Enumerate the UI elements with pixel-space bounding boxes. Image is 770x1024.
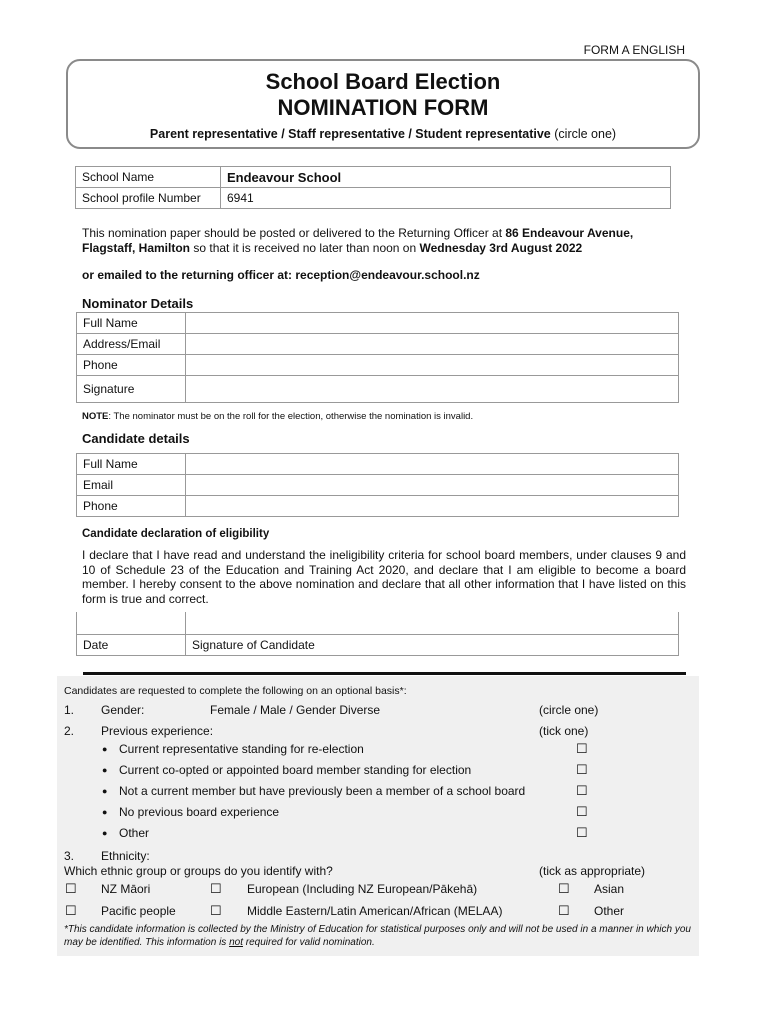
experience-checkbox-icon[interactable]: ☐ xyxy=(576,762,588,777)
q2-hint: (tick one) xyxy=(539,724,589,738)
note-text: : The nominator must be on the roll for the election, otherwise the nomination is invalid. xyxy=(108,411,474,422)
school-profile-value[interactable]: 6941 xyxy=(221,188,671,209)
title-line1: School Board Election xyxy=(265,69,501,94)
experience-item: Current co-opted or appointed board member standing for election xyxy=(119,763,472,777)
nominator-note xyxy=(82,411,473,422)
candidate-signature-input[interactable] xyxy=(186,612,679,635)
q1-number: 1. xyxy=(64,703,75,717)
school-profile-label: School profile Number xyxy=(76,188,221,209)
q1-label: Gender: xyxy=(101,703,145,717)
candidate-email-input[interactable] xyxy=(186,475,679,496)
nominator-phone-input[interactable] xyxy=(186,355,679,376)
date-label: Date xyxy=(77,635,186,656)
instructions-part1: This nomination paper should be posted or delivered to the Returning Officer at xyxy=(82,226,506,240)
ethnicity-option: NZ Māori xyxy=(101,882,151,896)
note-label: NOTE xyxy=(82,411,109,422)
ethnicity-checkbox-icon[interactable]: ☐ xyxy=(210,881,222,896)
school-table xyxy=(75,166,671,209)
q3-hint: (tick as appropriate) xyxy=(539,864,646,878)
q2-label: Previous experience: xyxy=(101,724,214,738)
ethnicity-option: Asian xyxy=(594,882,625,896)
school-name-value[interactable]: Endeavour School xyxy=(221,167,671,188)
nominator-table xyxy=(76,312,679,403)
bullet-icon: ● xyxy=(102,786,108,796)
instructions-deadline: Wednesday 3rd August 2022 xyxy=(419,241,583,255)
nominator-signature-label: Signature xyxy=(77,376,186,403)
declaration-table xyxy=(76,612,679,656)
declaration-heading: Candidate declaration of eligibility xyxy=(82,528,270,540)
divider xyxy=(83,672,686,675)
experience-item: Current representative standing for re-election xyxy=(119,742,364,756)
ethnicity-option: Middle Eastern/Latin American/African (MELAA) xyxy=(247,904,503,918)
nominator-heading: Nominator Details xyxy=(82,296,194,311)
ethnicity-checkbox-icon[interactable]: ☐ xyxy=(65,881,77,896)
q2-number: 2. xyxy=(64,724,75,738)
nominator-address-label: Address/Email xyxy=(77,334,186,355)
candidate-table xyxy=(76,453,679,517)
instructions-part2: so that it is received no later than noon on xyxy=(190,241,420,255)
instructions xyxy=(82,226,682,256)
candidate-fullname-input[interactable] xyxy=(186,454,679,475)
form-tag: FORM A ENGLISH xyxy=(583,43,685,57)
subtitle xyxy=(68,127,698,141)
q3-question: Which ethnic group or groups do you identify with? xyxy=(64,864,333,878)
bullet-icon: ● xyxy=(102,765,108,775)
footnote-part2: required for valid nomination. xyxy=(242,937,375,948)
nominator-address-input[interactable] xyxy=(186,334,679,355)
nominator-fullname-label: Full Name xyxy=(77,313,186,334)
subtitle-roles[interactable]: Parent representative / Staff representative / Student representative xyxy=(149,127,551,141)
gender-options[interactable]: Female / Male / Gender Diverse xyxy=(210,703,381,717)
q1-hint: (circle one) xyxy=(539,703,599,717)
experience-checkbox-icon[interactable]: ☐ xyxy=(576,783,588,798)
experience-checkbox-icon[interactable]: ☐ xyxy=(576,741,588,756)
experience-checkbox-icon[interactable]: ☐ xyxy=(576,804,588,819)
footnote xyxy=(64,923,694,949)
q3-label: Ethnicity: xyxy=(101,849,150,863)
nominator-signature-input[interactable] xyxy=(186,376,679,403)
title-line2: NOMINATION FORM xyxy=(277,95,489,120)
email-instruction: or emailed to the returning officer at: reception@endeavour.school.nz xyxy=(82,268,480,282)
footnote-not: not xyxy=(229,937,243,948)
ethnicity-option: Other xyxy=(594,904,625,918)
footnote-part1: *This candidate information is collected by the Ministry of Education for statistical purposes only and will not be used in a manner in which you may be identified. This information is xyxy=(64,924,691,948)
nominator-fullname-input[interactable] xyxy=(186,313,679,334)
candidate-phone-label: Phone xyxy=(77,496,186,517)
bullet-icon: ● xyxy=(102,828,108,838)
ethnicity-option: European (Including NZ European/Pākehā) xyxy=(247,882,478,896)
candidate-heading: Candidate details xyxy=(82,431,190,446)
experience-item: Other xyxy=(119,826,150,840)
optional-intro: Candidates are requested to complete the following on an optional basis*: xyxy=(64,685,407,697)
bullet-icon: ● xyxy=(102,807,108,817)
experience-item: No previous board experience xyxy=(119,805,280,819)
ethnicity-option: Pacific people xyxy=(101,904,176,918)
subtitle-hint: (circle one) xyxy=(554,127,617,141)
bullet-icon: ● xyxy=(102,744,108,754)
nominator-phone-label: Phone xyxy=(77,355,186,376)
ethnicity-checkbox-icon[interactable]: ☐ xyxy=(558,881,570,896)
candidate-email-label: Email xyxy=(77,475,186,496)
declaration-text: I declare that I have read and understand the ineligibility criteria for school board members, under clauses 9 and 10 of Schedule 23 of the Education and Training Act 2020, and declare that I am eligible to become a board member. I hereby consent to the above nomination and declare that all other information that I have listed on this form is true and correct. xyxy=(82,548,686,606)
candidate-fullname-label: Full Name xyxy=(77,454,186,475)
q3-number: 3. xyxy=(64,849,75,863)
experience-checkbox-icon[interactable]: ☐ xyxy=(576,825,588,840)
signature-label: Signature of Candidate xyxy=(186,635,679,656)
instructions-address: 86 Endeavour Avenue, Flagstaff, Hamilton xyxy=(82,226,634,255)
ethnicity-checkbox-icon[interactable]: ☐ xyxy=(558,903,570,918)
date-input[interactable] xyxy=(77,612,186,635)
optional-section xyxy=(57,676,699,956)
candidate-phone-input[interactable] xyxy=(186,496,679,517)
ethnicity-checkbox-icon[interactable]: ☐ xyxy=(210,903,222,918)
header-box xyxy=(66,59,700,149)
school-name-label: School Name xyxy=(76,167,221,188)
experience-item: Not a current member but have previously been a member of a school board xyxy=(119,784,526,798)
ethnicity-checkbox-icon[interactable]: ☐ xyxy=(65,903,77,918)
